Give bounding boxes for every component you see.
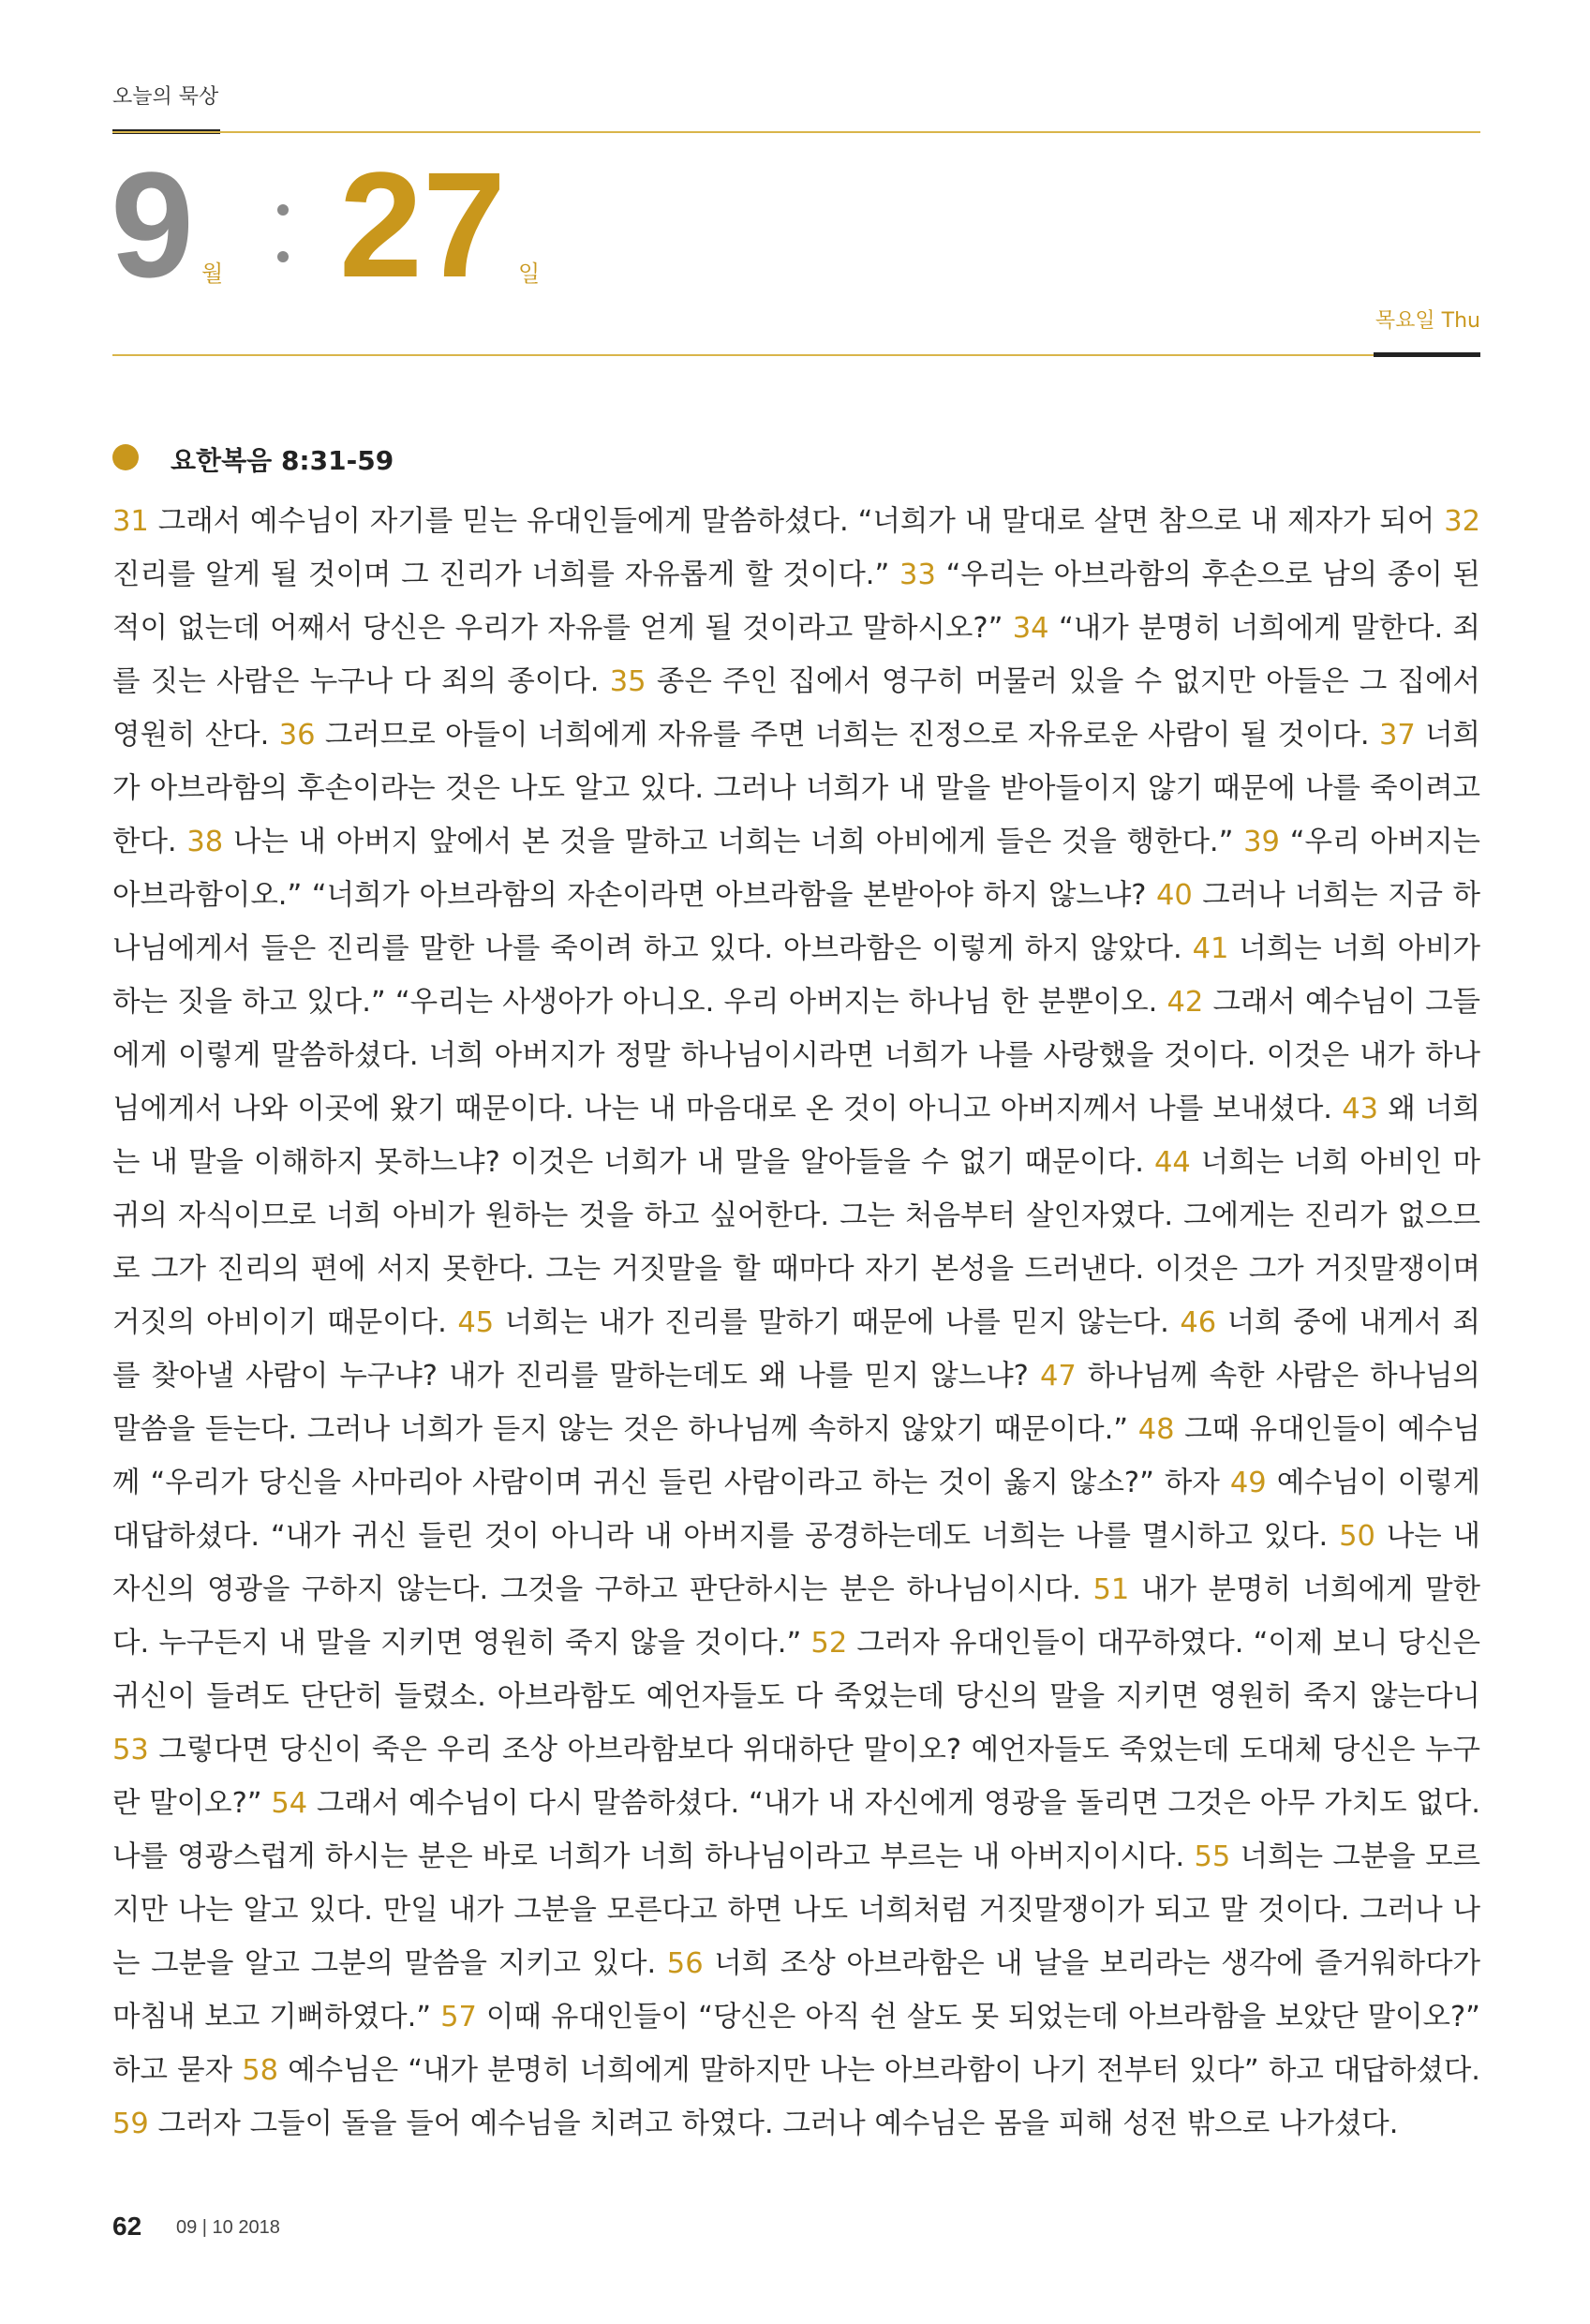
verse-text: 예수님은 “내가 분명히 너희에게 말하지만 나는 아브라함이 나기 전부터 있다” 하고 대답하셨다. [278, 2054, 1480, 2087]
verse-text: 그러자 유대인들이 대꾸하였다. “이제 보니 당신은 귀신이 들려도 단단히 들렸소. 아브라함도 예언자들도 다 죽었는데 당신의 말을 지키면 영원히 죽지 않는다니 [112, 1627, 1480, 1713]
verse-text: 너희 중에 내게서 죄를 찾아낼 사람이 누구냐? 내가 진리를 말하는데도 왜 나를 믿지 않느냐? [112, 1306, 1480, 1393]
verse-text: 그렇다면 당신이 죽은 우리 조상 아브라함보다 위대하단 말이오? 예언자들도 죽었는데 도대체 당신은 누구란 말이오?” [112, 1734, 1480, 1820]
verse-number: 55 [1194, 1840, 1231, 1873]
verse-number: 42 [1166, 986, 1204, 1019]
date-rule-accent [1374, 352, 1480, 357]
verse-number: 44 [1153, 1146, 1191, 1179]
verse-number: 57 [440, 2001, 477, 2034]
verse-number: 53 [112, 1734, 149, 1766]
verse-text: 이때 유대인들이 “당신은 아직 쉰 살도 못 되었는데 아브라함을 보았단 말이오?” 하고 묻자 [112, 2001, 1480, 2087]
weekday: 목요일 Thu [1375, 309, 1480, 333]
verse-text: 그래서 예수님이 그들에게 이렇게 말씀하셨다. 너희 아버지가 정말 하나님이시라면 너희가 나를 사랑했을 것이다. 이것은 내가 하나님에게서 나와 이곳에 왔기 때문이다. 나는 내 마음대로 온 것이 아니고 아버지께서 나를 보내셨다. [112, 986, 1480, 1125]
verse-number: 58 [242, 2054, 279, 2087]
verse-text: 나는 내 자신의 영광을 구하지 않는다. 그것을 구하고 판단하시는 분은 하나님이시다. [112, 1520, 1480, 1606]
bullet-icon [112, 444, 139, 470]
verse-text: 나는 내 아버지 앞에서 본 것을 말하고 너희는 너희 아비에게 들은 것을 행한다.” [223, 826, 1244, 858]
verse-text: “우리 아버지는 아브라함이오.” “너희가 아브라함의 자손이라면 아브라함을 본받아야 하지 않느냐? [112, 826, 1480, 912]
verse-text: 종은 주인 집에서 영구히 머물러 있을 수 없지만 아들은 그 집에서 영원히 산다. [112, 665, 1480, 752]
day-unit: 일 [518, 261, 541, 287]
verse-number: 40 [1155, 879, 1193, 912]
verse-text: 그때 유대인들이 예수님께 “우리가 당신을 사마리아 사람이며 귀신 들린 사람이라고 하는 것이 옳지 않소?” 하자 [112, 1413, 1480, 1499]
date-rule [112, 354, 1480, 356]
verse-number: 39 [1243, 826, 1280, 858]
verse-number: 33 [899, 559, 936, 591]
verse-text: 너희는 너희 아비가 하는 짓을 하고 있다.” “우리는 사생아가 아니오. 우리 아버지는 하나님 한 분뿐이오. [112, 932, 1480, 1019]
verse-text: 왜 너희는 내 말을 이해하지 못하느냐? 이것은 너희가 내 말을 알아들을 수 없기 때문이다. [112, 1093, 1480, 1179]
verse-text: 그러나 너희는 지금 하나님에게서 들은 진리를 말한 나를 죽이려 하고 있다. 아브라함은 이렇게 하지 않았다. [112, 879, 1480, 965]
verse-number: 48 [1137, 1413, 1175, 1446]
verse-text: 너희는 너희 아비인 마귀의 자식이므로 너희 아비가 원하는 것을 하고 싶어한다. 그는 처음부터 살인자였다. 그에게는 진리가 없으므로 그가 진리의 편에 서지 못한다. 그는 거짓말을 할 때마다 자기 본성을 드러낸다. 이것은 그가 거짓말쟁이며 거짓의 아비이기 때문이다. [112, 1146, 1481, 1339]
verse-text: 너희는 그분을 모르지만 나는 알고 있다. 만일 내가 그분을 모른다고 하면 나도 너희처럼 거짓말쟁이가 되고 말 것이다. 그러나 나는 그분을 알고 그분의 말씀을 지키고 있다. [112, 1840, 1480, 1980]
verse-text: 그래서 예수님이 다시 말씀하셨다. “내가 내 자신에게 영광을 돌리면 그것은 아무 가치도 없다. 나를 영광스럽게 하시는 분은 바로 너희가 너희 하나님이라고 부르는 내 아버지이시다. [112, 1787, 1480, 1873]
verse-number: 41 [1192, 932, 1229, 965]
verse-number: 46 [1180, 1306, 1217, 1339]
issue-date: 09 | 10 2018 [176, 2217, 280, 2238]
verse-number: 37 [1378, 719, 1416, 752]
month-unit: 월 [201, 261, 224, 287]
verse-text: “우리는 아브라함의 후손으로 남의 종이 된 적이 없는데 어째서 당신은 우리가 자유를 얻게 될 것이라고 말하시오?” [112, 559, 1480, 645]
verse-number: 31 [112, 505, 149, 538]
verse-number: 32 [1444, 505, 1480, 538]
month-number: 9 [111, 141, 194, 308]
verse-number: 52 [810, 1627, 848, 1660]
verse-text: “내가 분명히 너희에게 말한다. 죄를 짓는 사람은 누구나 다 죄의 종이다. [112, 612, 1480, 698]
verse-number: 38 [186, 826, 224, 858]
section-label: 오늘의 묵상 [112, 85, 219, 109]
verse-number: 47 [1039, 1360, 1077, 1393]
verse-number: 45 [457, 1306, 495, 1339]
verse-text: 너희 조상 아브라함은 내 날을 보리라는 생각에 즐거워하다가 마침내 보고 기뻐하였다.” [112, 1947, 1481, 2034]
page-number: 62 [112, 2212, 142, 2241]
verse-text: 그러므로 아들이 너희에게 자유를 주면 너희는 진정으로 자유로운 사람이 될 것이다. [315, 719, 1379, 752]
verse-text: 내가 분명히 너희에게 말한다. 누구든지 내 말을 지키면 영원히 죽지 않을 것이다.” [112, 1573, 1481, 1660]
verse-text: 하나님께 속한 사람은 하나님의 말씀을 듣는다. 그러나 너희가 듣지 않는 것은 하나님께 속하지 않았기 때문이다.” [112, 1360, 1480, 1446]
verse-number: 51 [1092, 1573, 1130, 1606]
verse-number: 43 [1342, 1093, 1379, 1125]
scripture-reference: 요한복음 8:31-59 [171, 445, 394, 476]
verse-number: 36 [278, 719, 316, 752]
verse-number: 34 [1012, 612, 1049, 645]
verse-number: 54 [271, 1787, 308, 1820]
verse-text: 너희는 내가 진리를 말하기 때문에 나를 믿지 않는다. [494, 1306, 1181, 1339]
verse-text: 그래서 예수님이 자기를 믿는 유대인들에게 말씀하셨다. “너희가 내 말대로 살면 참으로 내 제자가 되어 [148, 505, 1445, 538]
verse-number: 50 [1339, 1520, 1375, 1553]
verse-number: 35 [609, 665, 646, 698]
verse-text: 예수님이 이렇게 대답하셨다. “내가 귀신 들린 것이 아니라 내 아버지를 공경하는데도 너희는 나를 멸시하고 있다. [112, 1467, 1480, 1553]
day-number: 27 [339, 141, 506, 308]
verse-text: 그러자 그들이 돌을 들어 예수님을 치려고 하였다. 그러나 예수님은 몸을 피해 성전 밖으로 나가셨다. [148, 2108, 1399, 2140]
passage-text [112, 495, 1480, 2151]
colon-dot-bottom [277, 251, 289, 262]
verse-number: 56 [666, 1947, 704, 1980]
verse-number: 49 [1229, 1467, 1267, 1499]
colon-dot-top [277, 204, 289, 216]
verse-text: 너희가 아브라함의 후손이라는 것은 나도 알고 있다. 그러나 너희가 내 말을 받아들이지 않기 때문에 나를 죽이려고 한다. [112, 719, 1481, 858]
header-rule [112, 131, 1480, 133]
verse-text: 진리를 알게 될 것이며 그 진리가 너희를 자유롭게 할 것이다.” [112, 559, 900, 591]
verse-number: 59 [112, 2108, 149, 2140]
